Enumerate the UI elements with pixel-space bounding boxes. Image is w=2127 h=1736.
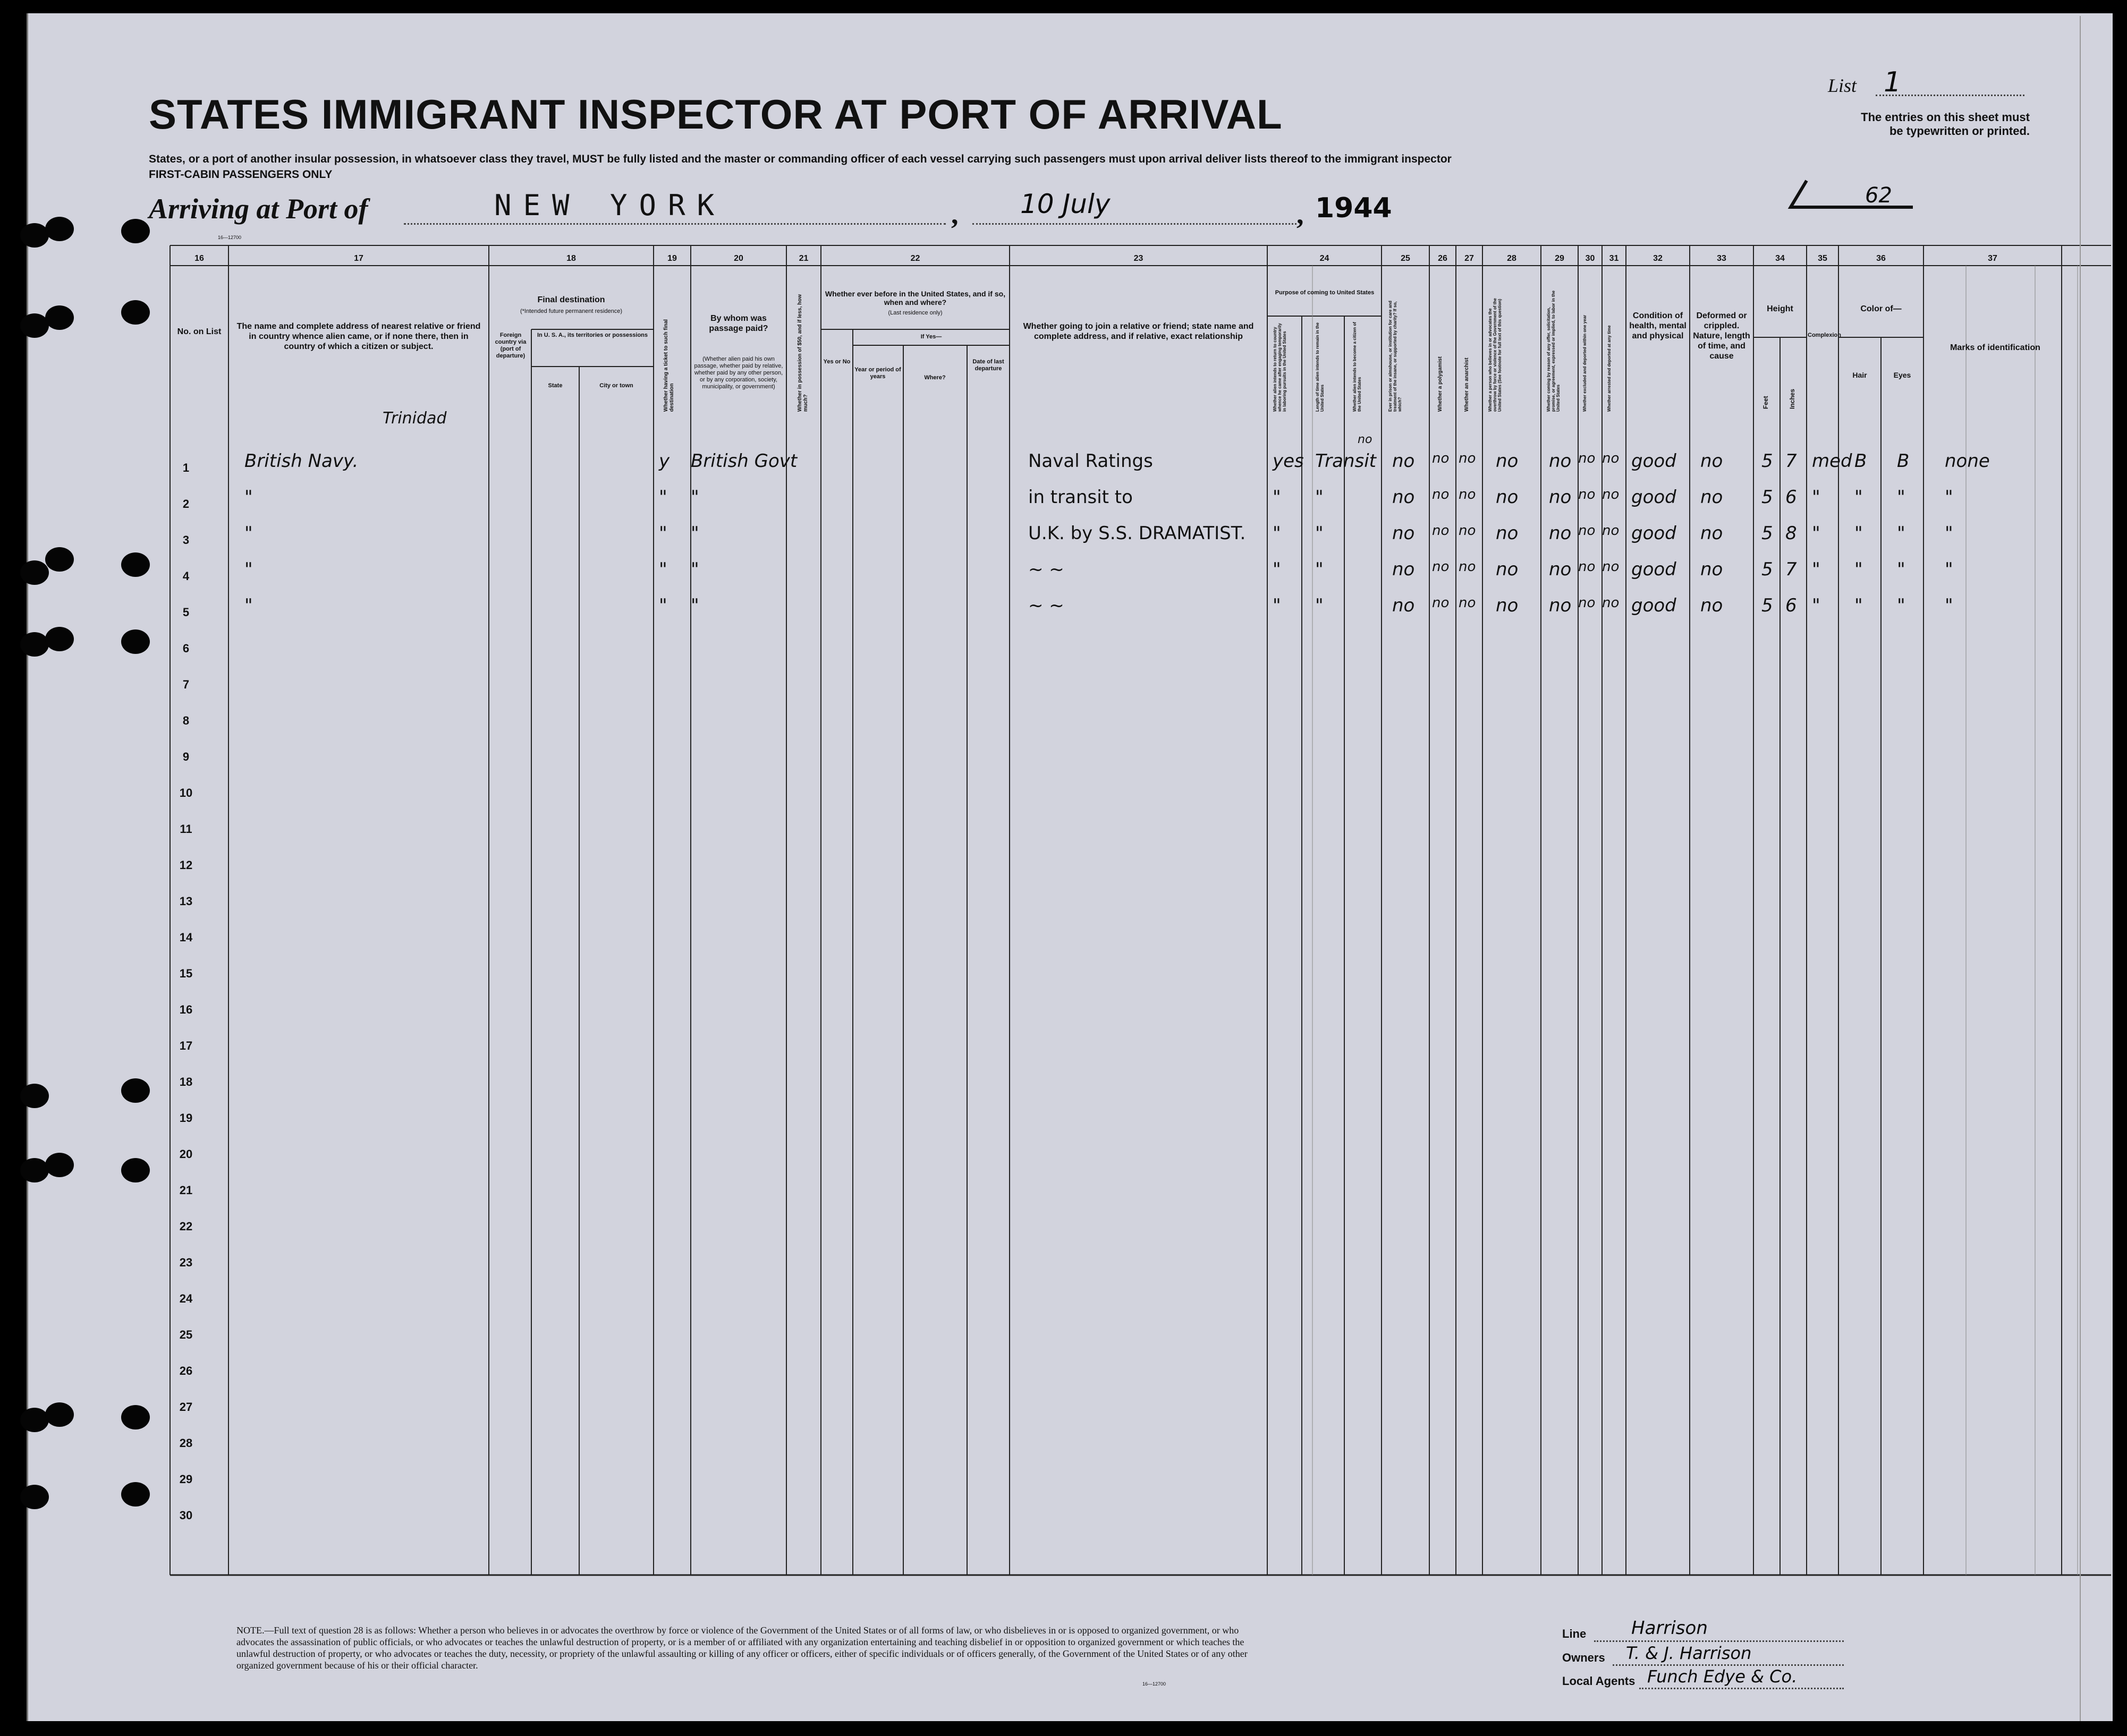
relative-note: Trinidad — [383, 409, 447, 428]
feet-cell: 5 — [1761, 487, 1773, 508]
header-c36: Color of— — [1860, 304, 1902, 313]
deformed-cell: no — [1700, 450, 1723, 472]
header-c30: Whether excluded and deported within one year — [1582, 314, 1587, 412]
header-c22-sub: (Last residence only) — [888, 310, 943, 316]
prison-cell: no — [1392, 523, 1415, 544]
class-note: FIRST-CABIN PASSENGERS ONLY — [149, 168, 333, 181]
list-label: List — [1828, 75, 1857, 96]
eyes-cell: " — [1897, 487, 1905, 508]
header-c22-date: Date of last departure — [972, 359, 1004, 372]
purpose-length-cell: Transit — [1315, 450, 1376, 472]
purpose-cell: yes — [1273, 450, 1304, 472]
hair-cell: B — [1854, 450, 1867, 472]
entries-note-line1: The entries on this sheet must — [1861, 110, 2030, 124]
col-number: 35 — [1818, 254, 1827, 263]
comma: , — [1296, 198, 1304, 230]
q28-cell: no — [1496, 559, 1519, 580]
excluded-cell: no — [1578, 523, 1596, 539]
header-c34: Height — [1767, 304, 1793, 313]
row-number: 12 — [179, 858, 193, 872]
anarchist-cell: no — [1459, 450, 1476, 466]
health-cell: good — [1631, 487, 1676, 508]
header-c18-a: Foreign country via (port of departure) — [495, 332, 527, 359]
col-number: 26 — [1438, 254, 1447, 263]
col-number: 34 — [1775, 254, 1785, 263]
header-c20-sub: (Whether alien paid his own passage, whether paid by relative, whether paid by any other person, or by any corporation, society, municipality, or government) — [694, 356, 783, 390]
header-c31: Whether arrested and deported at any time — [1607, 325, 1612, 412]
col-number: 37 — [1988, 254, 1997, 263]
col-number: 28 — [1507, 254, 1516, 263]
row-number: 21 — [179, 1184, 193, 1197]
row-number: 27 — [179, 1400, 193, 1414]
row-number: 15 — [179, 967, 193, 980]
col-number: 16 — [194, 254, 204, 263]
marks-cell: none — [1945, 450, 1990, 472]
joining-cell: ~ ~ — [1028, 559, 1064, 580]
agents-label: Local Agents — [1562, 1674, 1635, 1688]
paid-by-cell: " — [691, 595, 699, 616]
hair-cell: " — [1854, 487, 1863, 508]
col-number: 22 — [910, 254, 920, 263]
relative-cell: " — [244, 595, 253, 616]
relative-cell: " — [244, 487, 253, 508]
relative-cell: British Navy. — [244, 450, 359, 472]
row-number: 29 — [179, 1473, 193, 1486]
form-number: 16—12700 — [218, 235, 242, 240]
excluded-cell: no — [1578, 487, 1596, 503]
labor-offer-cell: no — [1549, 595, 1572, 616]
col-number: 19 — [667, 254, 677, 263]
q28-cell: no — [1496, 450, 1519, 472]
feet-cell: 5 — [1761, 523, 1773, 544]
header-c26: Whether a polygamist — [1437, 356, 1443, 412]
deported-cell: no — [1602, 523, 1620, 539]
paid-by-cell: " — [691, 487, 699, 508]
deformed-cell: no — [1700, 523, 1723, 544]
labor-offer-cell: no — [1549, 487, 1572, 508]
header-c37: Marks of identification — [1950, 343, 2040, 352]
polygamist-cell: no — [1432, 450, 1450, 466]
header-c19: Whether having a ticket to such final destination — [663, 319, 675, 412]
row-number: 4 — [182, 569, 190, 583]
row-number: 11 — [180, 822, 192, 836]
header-c18-b: In U. S. A., its territories or possessions — [537, 332, 648, 338]
header-c20-title: By whom was passage paid? — [709, 314, 768, 333]
owners-rule — [1613, 1664, 1844, 1666]
paid-by-cell: British Govt — [691, 450, 798, 472]
deported-cell: no — [1602, 559, 1620, 575]
hair-cell: " — [1854, 523, 1863, 544]
inches-cell: 7 — [1785, 559, 1797, 580]
relative-cell: " — [244, 559, 253, 580]
purpose-length-cell: " — [1315, 559, 1324, 580]
complexion-cell: " — [1812, 523, 1820, 544]
feet-cell: 5 — [1761, 595, 1773, 616]
row-number: 2 — [182, 497, 190, 510]
anarchist-cell: no — [1459, 487, 1476, 503]
col-number: 18 — [566, 254, 576, 263]
row-number: 18 — [179, 1075, 193, 1088]
joining-cell: ~ ~ — [1028, 595, 1064, 616]
header-c28: Whether a person who believes in or advocates the overthrow by force or violence of the Government of the United States (See footnote for full text of this question) — [1488, 298, 1502, 412]
ticket-cell: " — [659, 595, 667, 616]
inches-cell: 6 — [1785, 487, 1797, 508]
row-number: 6 — [182, 642, 190, 655]
complexion-cell: " — [1812, 595, 1820, 616]
labor-offer-cell: no — [1549, 523, 1572, 544]
row-number: 22 — [179, 1220, 193, 1233]
excluded-cell: no — [1578, 559, 1596, 575]
col-number: 20 — [734, 254, 743, 263]
eyes-cell: " — [1897, 595, 1905, 616]
polygamist-cell: no — [1432, 559, 1450, 575]
row-number: 26 — [179, 1364, 193, 1377]
inches-cell: 8 — [1785, 523, 1797, 544]
purpose-cell: " — [1273, 523, 1281, 544]
comma: , — [951, 198, 959, 230]
header-c24-b: Length of time alien intends to remain in the United States — [1315, 322, 1325, 412]
purpose-length-cell: " — [1315, 523, 1324, 544]
marks-cell: " — [1945, 559, 1953, 580]
line-value: Harrison — [1631, 1618, 1708, 1639]
port-value: NEW YORK — [494, 189, 726, 222]
complexion-cell: med — [1812, 450, 1852, 472]
row-number: 16 — [179, 1003, 193, 1016]
header-c24-c: Whether alien intends to become a citizen of the United States — [1352, 322, 1362, 412]
ticket-cell: " — [659, 559, 667, 580]
inches-cell: 7 — [1785, 450, 1797, 472]
agents-value: Funch Edye & Co. — [1647, 1666, 1798, 1687]
health-cell: good — [1631, 559, 1676, 580]
ticket-cell: " — [659, 523, 667, 544]
col-number: 21 — [799, 254, 809, 263]
row-number: 3 — [182, 533, 190, 547]
joining-cell: Naval Ratings — [1028, 450, 1153, 472]
header-c18-state: State — [548, 382, 563, 389]
deported-cell: no — [1602, 595, 1620, 611]
deformed-cell: no — [1700, 559, 1723, 580]
marks-cell: " — [1945, 487, 1953, 508]
row-number: 13 — [179, 895, 193, 908]
col-number: 36 — [1876, 254, 1886, 263]
q28-cell: no — [1496, 487, 1519, 508]
paid-by-cell: " — [691, 523, 699, 544]
entries-note-line2: be typewritten or printed. — [1889, 124, 2030, 138]
anarchist-cell: no — [1459, 523, 1476, 539]
prison-cell: no — [1392, 487, 1415, 508]
purpose-cell: " — [1273, 595, 1281, 616]
ticket-cell: y — [659, 450, 670, 472]
col-number: 30 — [1585, 254, 1595, 263]
complexion-cell: " — [1812, 487, 1820, 508]
anarchist-cell: no — [1459, 559, 1476, 575]
header-c32: Condition of health, mental and physical — [1629, 311, 1687, 341]
inches-cell: 6 — [1785, 595, 1797, 616]
row-number: 24 — [179, 1292, 193, 1305]
row-number: 19 — [179, 1111, 193, 1125]
ticket-cell: " — [659, 487, 667, 508]
header-c22-where: Where? — [924, 375, 946, 381]
purpose-cell: " — [1273, 559, 1281, 580]
feet-cell: 5 — [1761, 559, 1773, 580]
col-number: 33 — [1717, 254, 1726, 263]
header-c18-sub: (*Intended future permanent residence) — [520, 308, 622, 314]
col-number: 24 — [1319, 254, 1329, 263]
header-c36-eyes: Eyes — [1893, 371, 1911, 379]
line-label: Line — [1562, 1627, 1587, 1640]
hair-cell: " — [1854, 595, 1863, 616]
row-number: 10 — [179, 786, 193, 799]
header-c16: No. on List — [177, 327, 222, 336]
polygamist-cell: no — [1432, 523, 1450, 539]
col-number: 27 — [1464, 254, 1474, 263]
footer-form-number: 16—12700 — [1142, 1681, 1166, 1687]
header-c36-hair: Hair — [1852, 371, 1867, 379]
hair-cell: " — [1854, 559, 1863, 580]
arriving-label: Arriving at Port of — [149, 193, 368, 225]
q28-cell: no — [1496, 523, 1519, 544]
marks-cell: " — [1945, 523, 1953, 544]
purpose-cell: " — [1273, 487, 1281, 508]
header-c18-city: City or town — [599, 382, 633, 389]
health-cell: good — [1631, 523, 1676, 544]
feet-cell: 5 — [1761, 450, 1773, 472]
labor-offer-cell: no — [1549, 450, 1572, 472]
deported-cell: no — [1602, 450, 1620, 466]
eyes-cell: " — [1897, 523, 1905, 544]
polygamist-cell: no — [1432, 595, 1450, 611]
row-number: 7 — [182, 678, 190, 691]
health-cell: good — [1631, 450, 1676, 472]
q28-cell: no — [1496, 595, 1519, 616]
row-number: 1 — [182, 461, 190, 474]
paid-by-cell: " — [691, 559, 699, 580]
anarchist-cell: no — [1459, 595, 1476, 611]
header-c33: Deformed or crippled. Nature, length of time, and cause — [1693, 311, 1750, 361]
health-cell: good — [1631, 595, 1676, 616]
row-number: 9 — [182, 750, 190, 763]
col-number: 31 — [1609, 254, 1619, 263]
col-number: 32 — [1653, 254, 1663, 263]
owners-value: T. & J. Harrison — [1626, 1643, 1752, 1663]
header-c22-yesno: Yes or No — [823, 359, 851, 365]
row-number: 23 — [179, 1256, 193, 1269]
purpose-note: no — [1358, 433, 1372, 446]
marks-cell: " — [1945, 595, 1953, 616]
page-title: STATES IMMIGRANT INSPECTOR AT PORT OF ARRIVAL — [149, 91, 1283, 138]
header-c24-a: Whether alien intends to return to country whence he came after engaging temporarily in laboring pursuits in the United States — [1273, 323, 1287, 412]
purpose-length-cell: " — [1315, 595, 1324, 616]
date-value: 10 July — [1020, 189, 1111, 219]
line-rule — [1594, 1640, 1844, 1642]
instruction-text: States, or a port of another insular possession, in whatsoever class they travel, MUST be fully listed and the master or commanding officer of each vessel carrying such passengers must upon arrival deliver lists thereof to the immigrant inspector — [149, 153, 1452, 165]
col-number: 23 — [1133, 254, 1143, 263]
year-value: 1944 — [1315, 192, 1392, 224]
polygamist-cell: no — [1432, 487, 1450, 503]
row-number: 28 — [179, 1436, 193, 1450]
header-c22-year: Year or period of years — [854, 367, 901, 380]
labor-offer-cell: no — [1549, 559, 1572, 580]
row-number: 30 — [179, 1509, 193, 1522]
header-c35: Complexion — [1808, 332, 1841, 338]
footnote-q28: NOTE.—Full text of question 28 is as follows: Whether a person who believes in or advocates the overthrow by force or violence of the Government of the United States or of all forms of law, or who disbelieves in or is opposed to organized government, or who advocates the assassination of public officials, or who advocates or teaches the unlawful destruction of property, or is a member of or affiliated with any organization entertaining and teaching disbelief in or opposition to organized government or which teaches the unlawful destruction of property, or who advocates or teaches the duty, necessity, or propriety of the unlawful assaulting or killing of any officer or officers, either of specific individuals or of officers generally, of the Government of the United States or of any other organized government because of his or their official character. — [236, 1625, 1248, 1671]
joining-cell: in transit to — [1028, 487, 1133, 508]
row-number: 20 — [179, 1147, 193, 1161]
header-c23: Whether going to join a relative or friend; state name and complete address, and if relative, exact relationship — [1023, 322, 1254, 341]
header-c34-inches: Inches — [1789, 388, 1796, 409]
col-number: 29 — [1555, 254, 1564, 263]
header-c18-title: Final destination — [537, 295, 605, 304]
excluded-cell: no — [1578, 450, 1596, 466]
excluded-cell: no — [1578, 595, 1596, 611]
agents-rule — [1639, 1688, 1844, 1689]
col-number: 25 — [1401, 254, 1410, 263]
row-number: 25 — [179, 1328, 193, 1341]
eyes-cell: " — [1897, 559, 1905, 580]
relative-cell: " — [244, 523, 253, 544]
eyes-cell: B — [1897, 450, 1910, 472]
row-number: 8 — [182, 714, 190, 727]
header-c22-title: Whether ever before in the United States, and if so, when and where? — [825, 290, 1006, 307]
header-c21: Whether in possession of $50, and if less, how much? — [797, 294, 809, 412]
col-number: 17 — [354, 254, 363, 263]
prison-cell: no — [1392, 595, 1415, 616]
deported-cell: no — [1602, 487, 1620, 503]
deformed-cell: no — [1700, 595, 1723, 616]
header-c24-title: Purpose of coming to United States — [1275, 290, 1375, 296]
header-c29: Whether coming by reason of any offer, solicitation, promise, or agreement, expressed or implied, to labor in the United States — [1546, 290, 1561, 412]
owners-label: Owners — [1562, 1651, 1605, 1664]
list-number: 1 — [1884, 66, 1902, 98]
row-number: 14 — [179, 931, 193, 944]
page-mark: 62 — [1865, 183, 1892, 208]
header-c27: Whether an anarchist — [1464, 358, 1470, 412]
row-number: 17 — [179, 1039, 193, 1052]
header-c34-feet: Feet — [1762, 396, 1769, 409]
complexion-cell: " — [1812, 559, 1820, 580]
purpose-length-cell: " — [1315, 487, 1324, 508]
joining-cell: U.K. by S.S. DRAMATIST. — [1028, 523, 1246, 544]
header-c17: The name and complete address of nearest relative or friend in country whence alien came, or if none there, then in country of which a citizen or subject. — [236, 322, 481, 351]
prison-cell: no — [1392, 450, 1415, 472]
header-c25: Ever in prison or almshouse, or institution for care and treatment of the insane, or supported by charity? If so, which? — [1388, 301, 1402, 412]
header-c22-ifyes: If Yes— — [920, 334, 942, 340]
row-number: 5 — [182, 606, 190, 619]
prison-cell: no — [1392, 559, 1415, 580]
deformed-cell: no — [1700, 487, 1723, 508]
